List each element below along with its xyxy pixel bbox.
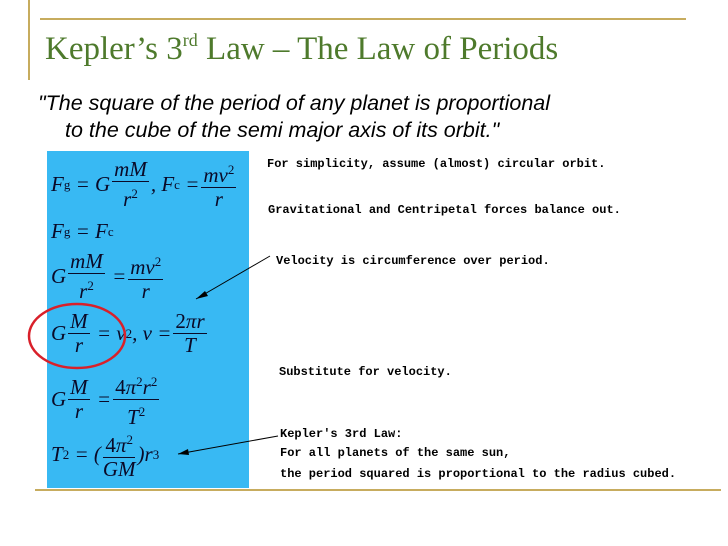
kepler-arrowhead <box>178 449 189 455</box>
equation-balance: F g = F c <box>51 219 114 243</box>
note-kepler-title: Kepler's 3rd Law: <box>280 427 403 441</box>
quote-line-2: to the cube of the semi major axis of its orbit." <box>65 118 500 142</box>
note-forces-balance: Gravitational and Centripetal forces balance out. <box>268 203 621 217</box>
note-circular-orbit: For simplicity, assume (almost) circular orbit. <box>267 157 606 171</box>
bottom-accent-rule <box>35 489 721 491</box>
equation-kepler-third-law: T 2 = ( $\frac{4\pi^2}{GM}$ )r 3 <box>51 429 159 480</box>
velocity-arrowhead <box>196 291 208 299</box>
title-rest: Law – The Law of Periods <box>197 31 559 67</box>
equation-velocity: G $\frac{M}{r}$ = v 2 , v = $\frac{2\pi r}{T}$ <box>51 309 205 357</box>
title-superscript: rd <box>182 30 198 50</box>
equation-forces: F g = G $\frac{mM}{r^2}$ , F c = $\frac{mv^2}{r}$ <box>51 157 235 211</box>
equation-equate: G $\frac{mM}{r^2}$ = $\frac{mv^2}{r}$ <box>51 249 162 303</box>
highlight-circle <box>29 304 125 368</box>
quote-line-1: "The square of the period of any planet is proportional <box>38 91 551 115</box>
note-kepler-line-3: the period squared is proportional to the radius cubed. <box>280 467 677 481</box>
kepler-arrow <box>178 436 278 454</box>
note-substitute: Substitute for velocity. <box>279 365 452 379</box>
equation-substituted: G $\frac{M}{r}$ = $\frac{4\pi^2r^2}{T^2}$ <box>51 371 161 428</box>
note-kepler-line-2: For all planets of the same sun, <box>280 446 511 460</box>
velocity-arrow <box>196 256 270 299</box>
note-velocity: Velocity is circumference over period. <box>276 254 550 268</box>
title-main: Kepler’s 3 <box>45 31 183 67</box>
